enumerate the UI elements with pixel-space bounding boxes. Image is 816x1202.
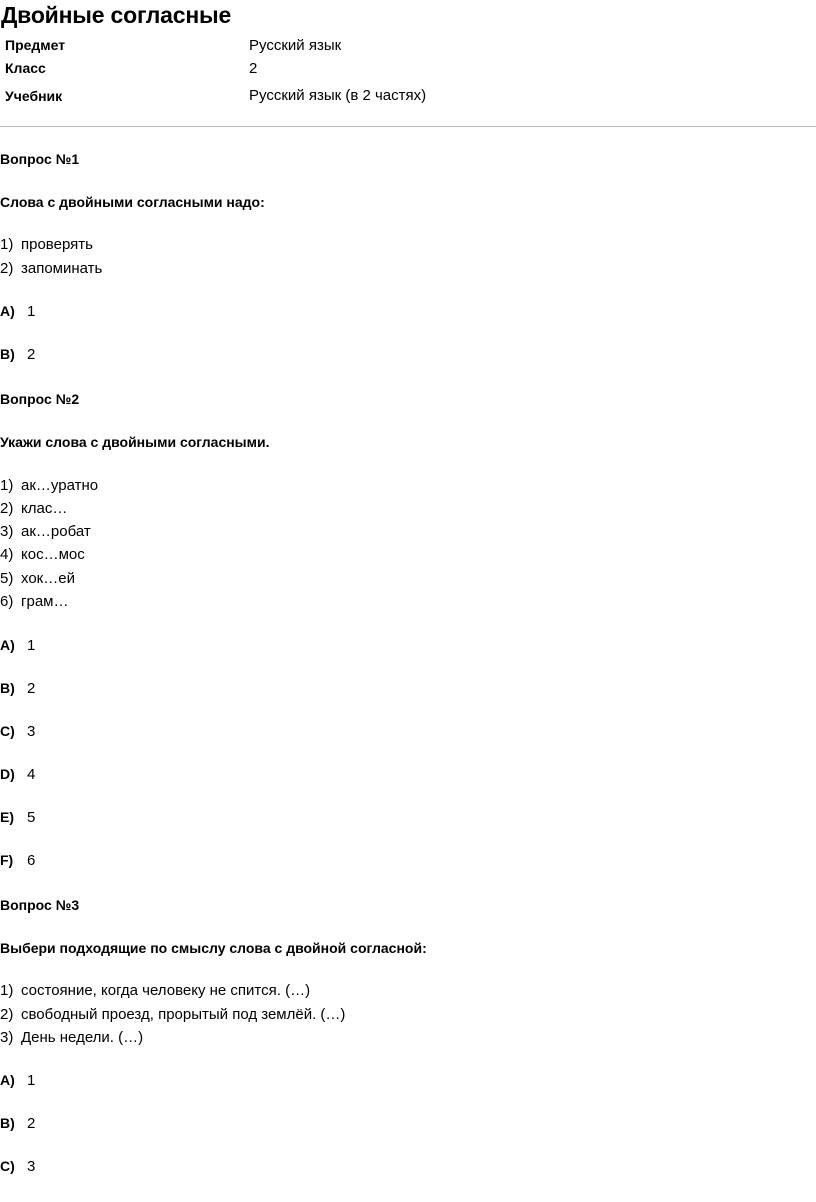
option-item	[0, 523, 91, 540]
answer-value: 3	[27, 723, 36, 740]
answer-value: 4	[27, 766, 36, 783]
option-item	[0, 500, 67, 517]
option-item	[0, 570, 75, 587]
option-number: 6)	[0, 593, 14, 610]
answer-choice	[0, 723, 35, 740]
option-number: 5)	[0, 570, 14, 587]
answer-value: 6	[27, 852, 36, 869]
option-item	[0, 1006, 345, 1023]
option-item	[0, 477, 98, 494]
answer-letter: B)	[0, 346, 15, 362]
option-text: свободный проезд, прорытый под землёй. (…)	[21, 1006, 346, 1023]
answer-choice	[0, 852, 35, 869]
subject-value: Русский язык	[249, 37, 342, 54]
answer-letter: F)	[0, 852, 14, 868]
option-text: кос…мос	[21, 546, 85, 563]
answer-choice	[0, 637, 35, 654]
question-text: Выбери подходящие по смыслу слова с двойной согласной:	[0, 940, 427, 956]
option-item	[0, 236, 93, 253]
answer-letter: B)	[0, 1115, 15, 1131]
answer-letter: A)	[0, 637, 15, 653]
option-text: запоминать	[21, 260, 103, 277]
option-number: 1)	[0, 982, 14, 999]
option-item	[0, 1029, 143, 1046]
question-heading: Вопрос №2	[0, 391, 80, 407]
question-heading: Вопрос №1	[0, 151, 80, 167]
answer-value: 2	[27, 1115, 36, 1132]
option-number: 3)	[0, 523, 14, 540]
question-text: Слова с двойными согласными надо:	[0, 194, 265, 210]
divider	[0, 126, 816, 127]
textbook-label: Учебник	[5, 88, 63, 104]
option-text: проверять	[21, 236, 93, 253]
answer-value: 2	[27, 346, 36, 363]
option-number: 1)	[0, 477, 14, 494]
grade-value: 2	[249, 60, 258, 77]
answer-letter: C)	[0, 723, 15, 739]
option-item	[0, 546, 85, 563]
option-number: 2)	[0, 260, 14, 277]
option-text: ак…робат	[21, 523, 91, 540]
subject-label: Предмет	[5, 37, 66, 53]
option-number: 1)	[0, 236, 14, 253]
option-number: 4)	[0, 546, 14, 563]
answer-choice	[0, 766, 35, 783]
option-item	[0, 593, 68, 610]
answer-letter: A)	[0, 303, 15, 319]
answer-letter: B)	[0, 680, 15, 696]
option-number: 3)	[0, 1029, 14, 1046]
grade-label: Класс	[5, 60, 46, 76]
answer-value: 1	[27, 303, 36, 320]
question-text: Укажи слова с двойными согласными.	[0, 434, 270, 450]
option-text: хок…ей	[21, 570, 75, 587]
answer-letter: C)	[0, 1158, 15, 1174]
textbook-value: Русский язык (в 2 частях)	[249, 87, 427, 104]
answer-choice	[0, 1072, 35, 1089]
answer-value: 5	[27, 809, 36, 826]
answer-choice	[0, 346, 35, 363]
answer-choice	[0, 1115, 35, 1132]
option-text: клас…	[21, 500, 68, 517]
answer-value: 1	[27, 1072, 36, 1089]
page-title: Двойные согласные	[1, 2, 232, 28]
answer-choice	[0, 303, 35, 320]
answer-choice	[0, 680, 35, 697]
answer-value: 2	[27, 680, 36, 697]
answer-letter: A)	[0, 1072, 15, 1088]
question-heading: Вопрос №3	[0, 897, 80, 913]
answer-letter: D)	[0, 766, 15, 782]
option-number: 2)	[0, 500, 14, 517]
option-text: ак…уратно	[21, 477, 99, 494]
option-number: 2)	[0, 1006, 14, 1023]
option-item	[0, 982, 310, 999]
answer-choice	[0, 1158, 35, 1175]
answer-value: 3	[27, 1158, 36, 1175]
answer-letter: E)	[0, 809, 14, 825]
answer-choice	[0, 809, 35, 826]
answer-value: 1	[27, 637, 36, 654]
option-text: состояние, когда человеку не спится. (…)	[21, 982, 311, 999]
option-text: День недели. (…)	[21, 1029, 144, 1046]
option-text: грам…	[21, 593, 69, 610]
option-item	[0, 260, 102, 277]
